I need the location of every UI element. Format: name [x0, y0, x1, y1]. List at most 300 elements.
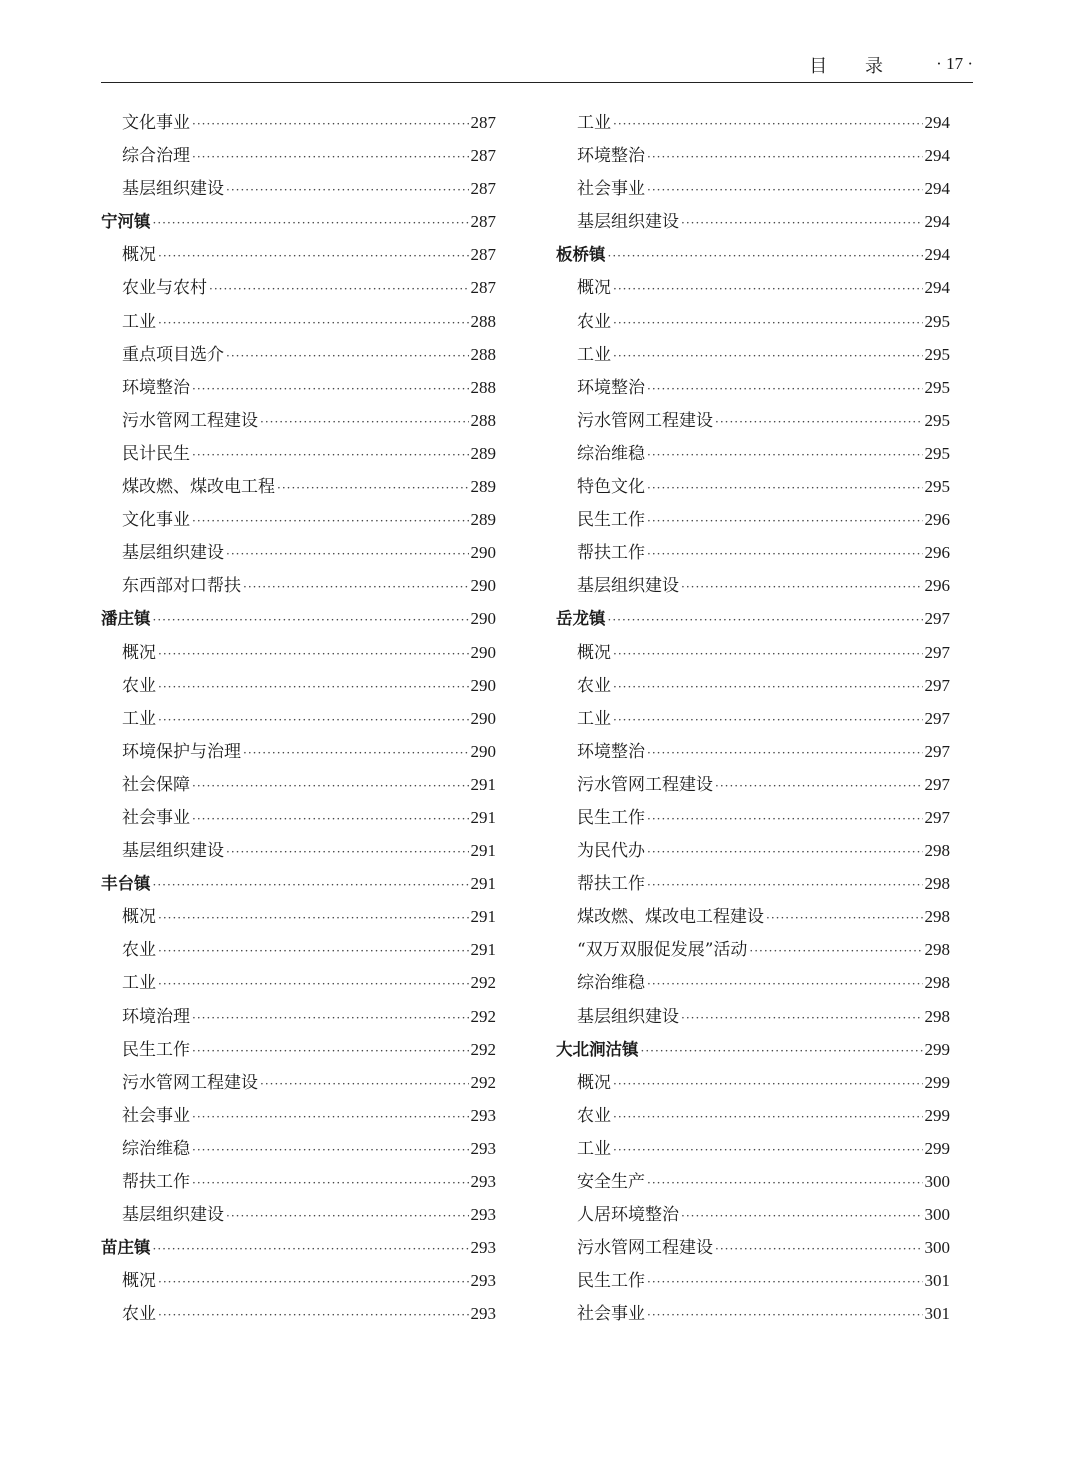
toc-section-entry[interactable] — [101, 867, 496, 900]
toc-entry-label: “双万双服促发展”活动 — [577, 940, 748, 961]
toc-entry[interactable] — [556, 900, 950, 933]
toc-entry-page: 294 — [924, 113, 950, 132]
toc-leader-dots — [192, 1035, 469, 1068]
toc-entry-page: 291 — [470, 907, 496, 927]
toc-entry-page: 295 — [924, 344, 950, 364]
toc-leader-dots — [243, 737, 469, 770]
toc-entry-label: 农业与农村 — [122, 278, 207, 299]
toc-entry-page: 294 — [924, 245, 950, 265]
toc-entry-page: 300 — [924, 1205, 950, 1225]
toc-entry-page: 299 — [924, 1138, 950, 1158]
toc-leader-dots — [192, 770, 469, 803]
toc-entry[interactable] — [101, 636, 496, 669]
toc-entry[interactable] — [101, 536, 496, 569]
toc-entry-label: 宁河镇 — [101, 212, 151, 232]
toc-entry-page: 291 — [470, 807, 496, 827]
toc-entry-page: 287 — [470, 179, 496, 199]
toc-entry-label: 农业 — [577, 675, 611, 696]
toc-entry-label: 民计民生 — [122, 443, 190, 464]
toc-entry-label: 农业 — [577, 311, 611, 332]
toc-section-entry[interactable] — [556, 238, 950, 271]
toc-entry[interactable] — [556, 338, 950, 371]
toc-entry[interactable] — [101, 669, 496, 702]
toc-entry[interactable] — [556, 371, 950, 404]
toc-leader-dots — [715, 406, 923, 439]
toc-leader-dots — [647, 538, 923, 571]
toc-entry-page: 290 — [470, 543, 496, 563]
toc-leader-dots — [158, 307, 469, 340]
toc-entry[interactable] — [101, 569, 496, 602]
toc-entry[interactable] — [556, 172, 950, 205]
toc-entry-page: 295 — [924, 377, 950, 397]
toc-entry-page: 297 — [924, 642, 950, 662]
toc-leader-dots — [226, 538, 469, 571]
toc-entry-page: 290 — [470, 642, 496, 662]
toc-leader-dots — [158, 968, 469, 1001]
toc-leader-dots — [158, 240, 469, 273]
toc-entry-label: 板桥镇 — [556, 245, 606, 265]
toc-entry[interactable] — [101, 1297, 496, 1330]
toc-entry-page: 294 — [924, 212, 950, 232]
toc-entry-page: 291 — [470, 874, 496, 894]
toc-entry-page: 298 — [924, 940, 950, 960]
toc-entry[interactable] — [556, 404, 950, 437]
toc-entry-page: 290 — [470, 675, 496, 695]
toc-section-entry[interactable] — [101, 205, 496, 238]
toc-entry-label: 岳龙镇 — [556, 609, 606, 629]
toc-leader-dots — [613, 1134, 923, 1167]
toc-leader-dots — [647, 836, 923, 869]
toc-entry-page: 290 — [470, 576, 496, 596]
toc-entry[interactable] — [101, 933, 496, 966]
toc-leader-dots — [647, 737, 923, 770]
toc-entry-page: 288 — [470, 311, 496, 331]
toc-entry-label: 基层组织建设 — [122, 841, 224, 862]
toc-entry[interactable] — [556, 536, 950, 569]
toc-entry-page: 298 — [924, 973, 950, 993]
toc-entry-page: 299 — [924, 1105, 950, 1125]
toc-entry[interactable] — [556, 470, 950, 503]
toc-left-column — [101, 106, 496, 1330]
toc-entry-page: 299 — [924, 1039, 950, 1059]
toc-entry-label: 工业 — [577, 1138, 611, 1159]
toc-leader-dots — [226, 836, 469, 869]
toc-leader-dots — [158, 638, 469, 671]
toc-entry-page: 297 — [924, 807, 950, 827]
toc-leader-dots — [277, 472, 469, 505]
toc-entry-label: 基层组织建设 — [122, 1205, 224, 1226]
toc-entry-label: 民生工作 — [577, 807, 645, 828]
toc-entry-label: 污水管网工程建设 — [122, 1072, 258, 1093]
toc-entry-label: 环境整治 — [577, 741, 645, 762]
toc-leader-dots — [613, 273, 923, 306]
toc-leader-dots — [647, 1299, 923, 1332]
toc-entry-label: 基层组织建设 — [122, 543, 224, 564]
toc-entry-label: 煤改燃、煤改电工程 — [122, 477, 275, 498]
toc-leader-dots — [153, 207, 469, 240]
toc-entry-label: 概况 — [577, 1072, 611, 1093]
toc-entry-page: 293 — [470, 1172, 496, 1191]
toc-entry-label: 基层组织建设 — [122, 179, 224, 200]
toc-entry-page: 297 — [924, 609, 950, 629]
toc-entry-page: 297 — [924, 708, 950, 728]
toc-leader-dots — [647, 869, 923, 902]
toc-leader-dots — [647, 439, 923, 472]
toc-entry-label: 概况 — [577, 278, 611, 299]
toc-entry-label: 帮扶工作 — [122, 1172, 190, 1192]
toc-entry-page: 292 — [470, 973, 496, 993]
toc-entry[interactable] — [556, 966, 950, 999]
toc-leader-dots — [647, 505, 923, 538]
toc-entry-page: 287 — [470, 146, 496, 166]
toc-leader-dots — [613, 1068, 923, 1101]
toc-leader-dots — [613, 671, 923, 704]
toc-entry-label: 民生工作 — [577, 1271, 645, 1292]
toc-entry-label: 帮扶工作 — [577, 874, 645, 895]
toc-leader-dots — [153, 1233, 469, 1266]
toc-leader-dots — [260, 1068, 469, 1101]
toc-leader-dots — [192, 373, 469, 406]
toc-entry-page: 292 — [470, 1006, 496, 1026]
toc-entry[interactable] — [101, 470, 496, 503]
toc-entry-label: 环境治理 — [122, 1006, 190, 1027]
toc-entry-page: 292 — [470, 1039, 496, 1059]
toc-leader-dots — [243, 571, 469, 604]
toc-entry[interactable] — [101, 1000, 496, 1033]
toc-entry[interactable] — [556, 768, 950, 801]
toc-entry[interactable] — [556, 933, 950, 966]
toc-entry-label: 污水管网工程建设 — [577, 774, 713, 795]
toc-entry-page: 294 — [924, 179, 950, 199]
toc-entry-page: 288 — [470, 377, 496, 397]
toc-entry-page: 298 — [924, 841, 950, 861]
toc-leader-dots — [681, 1002, 923, 1035]
toc-entry[interactable] — [556, 437, 950, 470]
toc-entry-page: 298 — [924, 907, 950, 927]
toc-entry[interactable] — [101, 966, 496, 999]
toc-entry[interactable] — [556, 1264, 950, 1297]
toc-entry-page: 290 — [470, 609, 496, 629]
toc-entry[interactable] — [101, 172, 496, 205]
toc-section-entry[interactable] — [556, 1033, 950, 1066]
toc-entry-label: 文化事业 — [122, 510, 190, 531]
toc-entry-page: 287 — [470, 278, 496, 298]
toc-entry[interactable] — [101, 437, 496, 470]
toc-entry-page: 295 — [924, 311, 950, 331]
toc-entry[interactable] — [101, 702, 496, 735]
toc-entry-label: 民生工作 — [577, 510, 645, 531]
toc-entry-page: 295 — [924, 477, 950, 497]
toc-entry[interactable] — [101, 735, 496, 768]
toc-entry[interactable] — [556, 305, 950, 338]
toc-entry-page: 293 — [470, 1304, 496, 1324]
toc-entry-page: 297 — [924, 741, 950, 761]
toc-entry-label: 帮扶工作 — [577, 543, 645, 564]
toc-entry-label: 概况 — [122, 245, 156, 266]
toc-entry-page: 291 — [470, 841, 496, 861]
toc-entry-label: 重点项目选介 — [122, 344, 224, 365]
toc-entry[interactable] — [101, 768, 496, 801]
toc-entry-label: 污水管网工程建设 — [577, 1238, 713, 1259]
toc-entry-label: 环境整治 — [577, 146, 645, 167]
toc-entry-label: 综治维稳 — [577, 973, 645, 994]
toc-right-column — [556, 106, 950, 1330]
toc-leader-dots — [192, 505, 469, 538]
toc-entry-label: 概况 — [122, 642, 156, 663]
toc-entry[interactable] — [101, 338, 496, 371]
toc-entry-page: 292 — [470, 1072, 496, 1092]
toc-entry-label: 丰台镇 — [101, 874, 151, 894]
toc-entry-page: 293 — [470, 1271, 496, 1291]
toc-entry-page: 290 — [470, 741, 496, 761]
toc-entry-label: 工业 — [577, 113, 611, 133]
toc-entry-label: 基层组织建设 — [577, 212, 679, 233]
toc-entry-page: 297 — [924, 675, 950, 695]
toc-entry[interactable] — [556, 669, 950, 702]
toc-entry-label: 工业 — [577, 344, 611, 365]
header-title: 目 录 — [809, 56, 899, 77]
toc-entry-label: 社会事业 — [122, 1105, 190, 1126]
toc-entry-label: 环境保护与治理 — [122, 741, 241, 762]
toc-entry[interactable] — [556, 636, 950, 669]
toc-entry[interactable] — [101, 305, 496, 338]
toc-entry[interactable] — [556, 1000, 950, 1033]
toc-entry[interactable] — [101, 834, 496, 867]
toc-entry[interactable] — [556, 867, 950, 900]
toc-entry-page: 300 — [924, 1238, 950, 1258]
toc-entry-page: 289 — [470, 510, 496, 530]
toc-entry[interactable] — [101, 1264, 496, 1297]
toc-entry[interactable] — [101, 503, 496, 536]
toc-entry[interactable] — [556, 834, 950, 867]
header-page-number: · 17 · — [936, 54, 973, 73]
toc-leader-dots — [260, 406, 469, 439]
toc-leader-dots — [681, 1200, 923, 1233]
toc-entry-page: 290 — [470, 708, 496, 728]
toc-entry[interactable] — [556, 1231, 950, 1264]
toc-entry-page: 296 — [924, 543, 950, 563]
toc-leader-dots — [613, 1101, 923, 1134]
toc-leader-dots — [715, 1233, 923, 1266]
toc-entry-label: 工业 — [577, 708, 611, 729]
toc-entry-page: 298 — [924, 1006, 950, 1026]
toc-leader-dots — [613, 307, 923, 340]
toc-entry[interactable] — [556, 735, 950, 768]
toc-leader-dots — [647, 373, 923, 406]
toc-section-entry[interactable] — [556, 602, 950, 635]
toc-leader-dots — [209, 273, 469, 306]
toc-section-entry[interactable] — [101, 1231, 496, 1264]
toc-entry-label: 大北涧沽镇 — [556, 1039, 639, 1059]
toc-entry-label: 社会事业 — [122, 807, 190, 828]
toc-entry-label: 潘庄镇 — [101, 609, 151, 629]
toc-entry-page: 293 — [470, 1105, 496, 1125]
toc-leader-dots — [613, 108, 923, 141]
toc-leader-dots — [192, 108, 469, 141]
toc-entry-page: 299 — [924, 1072, 950, 1092]
toc-entry-label: 工业 — [122, 311, 156, 332]
toc-entry[interactable] — [556, 1297, 950, 1330]
toc-entry-label: 基层组织建设 — [577, 1006, 679, 1027]
toc-entry-label: 特色文化 — [577, 477, 645, 498]
toc-entry-page: 288 — [470, 410, 496, 430]
toc-entry-label: 社会事业 — [577, 1304, 645, 1325]
toc-entry-label: 为民代办 — [577, 841, 645, 862]
toc-leader-dots — [715, 770, 923, 803]
toc-leader-dots — [647, 1266, 923, 1299]
toc-entry-page: 301 — [924, 1304, 950, 1324]
toc-leader-dots — [158, 1299, 469, 1332]
toc-entry[interactable] — [101, 371, 496, 404]
toc-entry-label: 文化事业 — [122, 113, 190, 133]
toc-entry-label: 综合治理 — [122, 146, 190, 167]
toc-entry-page: 297 — [924, 774, 950, 794]
toc-entry-label: 综治维稳 — [577, 443, 645, 464]
toc-entry-page: 295 — [924, 443, 950, 463]
toc-leader-dots — [647, 472, 923, 505]
toc-entry-page: 291 — [470, 774, 496, 794]
toc-leader-dots — [749, 935, 922, 968]
toc-entry-page: 287 — [470, 245, 496, 265]
toc-entry[interactable] — [556, 569, 950, 602]
toc-entry[interactable] — [101, 404, 496, 437]
toc-entry[interactable] — [101, 801, 496, 834]
toc-entry-label: 环境整治 — [577, 377, 645, 398]
toc-leader-dots — [158, 704, 469, 737]
toc-entry-page: 287 — [470, 212, 496, 232]
toc-entry-label: 工业 — [122, 973, 156, 994]
toc-entry-label: 污水管网工程建设 — [122, 410, 258, 431]
toc-leader-dots — [766, 902, 923, 935]
toc-entry[interactable] — [101, 1165, 496, 1198]
toc-entry-label: 农业 — [122, 1304, 156, 1325]
toc-entry-label: 基层组织建设 — [577, 576, 679, 597]
toc-leader-dots — [153, 604, 469, 637]
toc-leader-dots — [192, 1101, 469, 1134]
toc-entry[interactable] — [556, 271, 950, 304]
toc-leader-dots — [192, 803, 469, 836]
toc-entry[interactable] — [101, 271, 496, 304]
toc-leader-dots — [226, 174, 469, 207]
page-header — [101, 48, 973, 83]
toc-entry-page: 289 — [470, 477, 496, 497]
toc-leader-dots — [158, 935, 469, 968]
toc-leader-dots — [158, 671, 469, 704]
toc-leader-dots — [192, 439, 469, 472]
toc-entry-label: 民生工作 — [122, 1039, 190, 1060]
toc-entry-label: 安全生产 — [577, 1172, 645, 1192]
toc-entry-label: 东西部对口帮扶 — [122, 576, 241, 597]
toc-leader-dots — [647, 803, 923, 836]
toc-entry-page: 287 — [470, 113, 496, 132]
toc-leader-dots — [681, 571, 923, 604]
toc-entry[interactable] — [101, 900, 496, 933]
toc-leader-dots — [226, 340, 469, 373]
toc-entry-label: 环境整治 — [122, 377, 190, 398]
toc-entry[interactable] — [101, 238, 496, 271]
toc-entry[interactable] — [556, 139, 950, 172]
toc-section-entry[interactable] — [101, 602, 496, 635]
toc-leader-dots — [647, 174, 923, 207]
toc-entry-page: 296 — [924, 510, 950, 530]
toc-entry-page: 293 — [470, 1205, 496, 1225]
toc-entry[interactable] — [101, 1099, 496, 1132]
toc-leader-dots — [226, 1200, 469, 1233]
toc-entry-label: 人居环境整治 — [577, 1205, 679, 1226]
toc-leader-dots — [158, 1266, 469, 1299]
toc-entry-label: 社会保障 — [122, 774, 190, 795]
toc-entry[interactable] — [556, 503, 950, 536]
toc-entry-label: 工业 — [122, 708, 156, 729]
toc-leader-dots — [613, 638, 923, 671]
toc-entry-label: 煤改燃、煤改电工程建设 — [577, 907, 764, 928]
toc-leader-dots — [647, 1167, 923, 1200]
toc-leader-dots — [192, 1134, 469, 1167]
toc-leader-dots — [647, 968, 923, 1001]
toc-leader-dots — [681, 207, 923, 240]
toc-entry-page: 295 — [924, 410, 950, 430]
toc-entry[interactable] — [101, 1033, 496, 1066]
toc-entry[interactable] — [556, 801, 950, 834]
toc-leader-dots — [641, 1035, 923, 1068]
toc-entry-page: 301 — [924, 1271, 950, 1291]
toc-entry[interactable] — [556, 702, 950, 735]
toc-entry-page: 291 — [470, 940, 496, 960]
toc-entry-page: 300 — [924, 1172, 950, 1191]
toc-entry[interactable] — [556, 1099, 950, 1132]
toc-entry-label: 苗庄镇 — [101, 1238, 151, 1258]
toc-entry-page: 294 — [924, 278, 950, 298]
toc-entry[interactable] — [101, 1198, 496, 1231]
toc-leader-dots — [608, 240, 923, 273]
toc-entry[interactable] — [556, 205, 950, 238]
toc-entry[interactable] — [556, 1198, 950, 1231]
toc-entry-label: 农业 — [122, 940, 156, 961]
toc-leader-dots — [613, 704, 923, 737]
toc-entry-label: 概况 — [122, 907, 156, 928]
toc-entry-page: 293 — [470, 1238, 496, 1258]
toc-entry-label: 农业 — [122, 675, 156, 696]
toc-entry-label: 污水管网工程建设 — [577, 410, 713, 431]
toc-leader-dots — [192, 1167, 469, 1200]
toc-entry-page: 294 — [924, 146, 950, 166]
toc-entry-page: 293 — [470, 1138, 496, 1158]
toc-entry[interactable] — [101, 1132, 496, 1165]
toc-entry[interactable] — [101, 106, 496, 139]
toc-entry-page: 298 — [924, 874, 950, 894]
toc-entry[interactable] — [556, 1132, 950, 1165]
toc-leader-dots — [192, 141, 469, 174]
toc-leader-dots — [608, 604, 923, 637]
toc-entry-page: 288 — [470, 344, 496, 364]
toc-entry-page: 296 — [924, 576, 950, 596]
toc-leader-dots — [647, 141, 923, 174]
toc-leader-dots — [158, 902, 469, 935]
toc-entry-label: 概况 — [577, 642, 611, 663]
toc-entry-page: 289 — [470, 443, 496, 463]
toc-entry[interactable] — [101, 139, 496, 172]
toc-entry-label: 综治维稳 — [122, 1138, 190, 1159]
toc-leader-dots — [613, 340, 923, 373]
toc-entry[interactable] — [556, 1165, 950, 1198]
toc-entry[interactable] — [556, 1066, 950, 1099]
toc-entry-label: 概况 — [122, 1271, 156, 1292]
toc-entry[interactable] — [556, 106, 950, 139]
toc-entry-label: 社会事业 — [577, 179, 645, 200]
toc-entry[interactable] — [101, 1066, 496, 1099]
toc-leader-dots — [192, 1002, 469, 1035]
toc-leader-dots — [153, 869, 469, 902]
